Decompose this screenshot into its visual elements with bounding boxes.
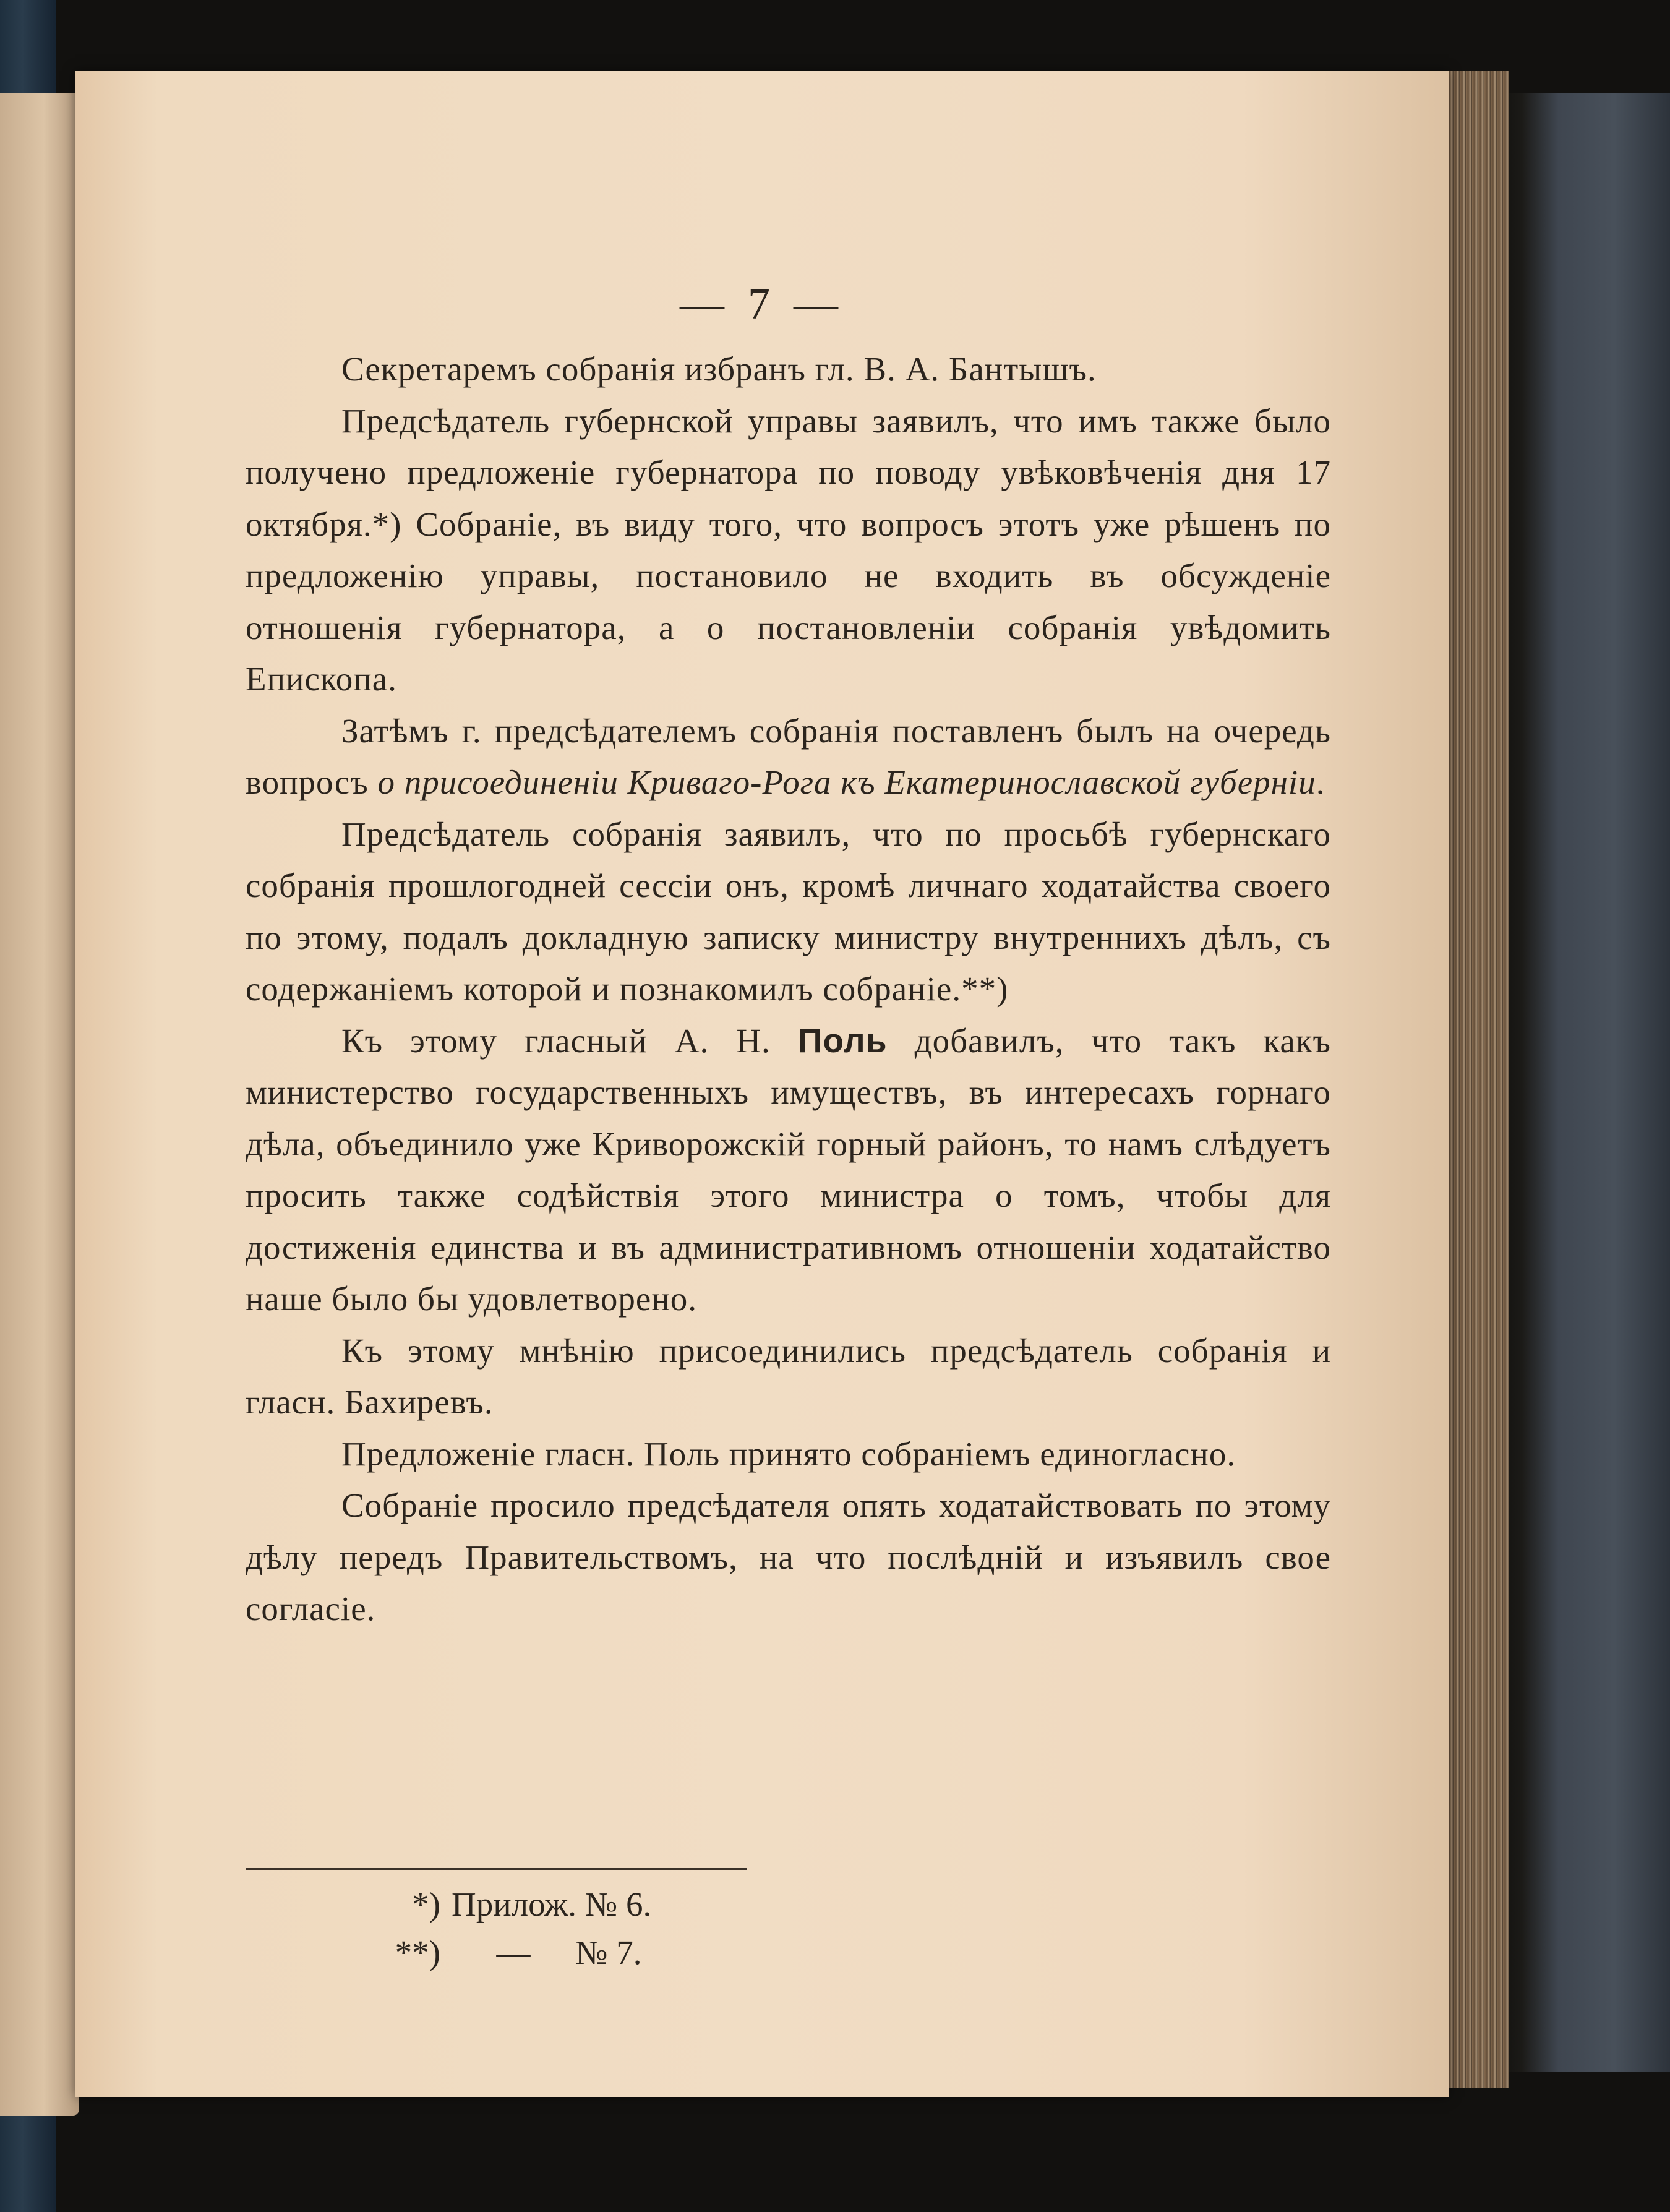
paragraph-agreement: Къ этому мнѣнію присоединились предсѣдатель собранія и гласн. Бахиревъ. [246,1331,1331,1421]
footnote-ditto: — [496,1934,531,1971]
book-page [75,71,1449,2097]
footnote-1 [372,1880,651,1929]
page-body [246,343,1331,1635]
paragraph-text: Къ этому гласный А. Н. [341,1021,799,1060]
left-page-edge [0,93,79,2116]
book-cover-right [1484,93,1670,2072]
footnote-mark: *) [412,1885,440,1923]
italic-topic: о присоединеніи Криваго-Рога къ Екатеринославской губерніи [377,763,1316,801]
page-number: — 7 — [680,279,844,328]
footnote-divider [246,1868,747,1870]
paragraph-krivoy-rog-question [246,705,1331,808]
paragraph-secretary: Секретаремъ собранія избранъ гл. В. А. Бантышъ. [341,350,1097,388]
paragraph-text: добавилъ, что такъ какъ министерство государственныхъ имуществъ, въ интересахъ горнаго дѣла, объединило уже Криворожскій горный районъ, то намъ слѣдуетъ просить также содѣйствія этого министра о томъ, чтобы для достиженія единства и въ административномъ отношеніи ходатайство наше было бы удовлетворено. [246,1021,1331,1318]
paragraph-petition: Собраніе просило предсѣдателя опять ходатайствовать по этому дѣлу передъ Правительствомъ, на что послѣдній и изъявилъ свое согласіе. [246,1486,1331,1627]
bold-name: Поль [798,1021,888,1060]
footnotes [372,1880,651,1977]
paragraph-pol-addition [246,1015,1331,1325]
footnote-2 [372,1929,651,1977]
paragraph-text: . [1316,763,1325,801]
paragraph-text: Затѣмъ г. предсѣдателемъ собранія поставленъ былъ на очередь вопросъ [246,711,1331,801]
footnote-text: Прилож. № 6. [452,1885,652,1923]
footnote-mark: **) [395,1934,440,1971]
footnote-text: № 7. [575,1934,642,1971]
paragraph-unanimous: Предложеніе гласн. Поль принято собраніемъ единогласно. [341,1434,1236,1473]
paragraph-governor-proposal: Предсѣдатель губернской управы заявилъ, что имъ также было получено предложеніе губернатора по поводу увѣковѣченія дня 17 октября.*) Собраніе, въ виду того, что вопросъ этотъ уже рѣшенъ по предложенію управы, постановило не входить въ обсужденіе отношенія губернатора, а о постановленіи собранія увѣдомить Епископа. [246,401,1331,698]
paragraph-chairman-report: Предсѣдатель собранія заявилъ, что по просьбѣ губернскаго собранія прошлогодней сессіи онъ, кромѣ личнаго ходатайства своего по этому, подалъ докладную записку министру внутреннихъ дѣлъ, съ содержаніемъ которой и познакомилъ собраніе.**) [246,815,1331,1008]
